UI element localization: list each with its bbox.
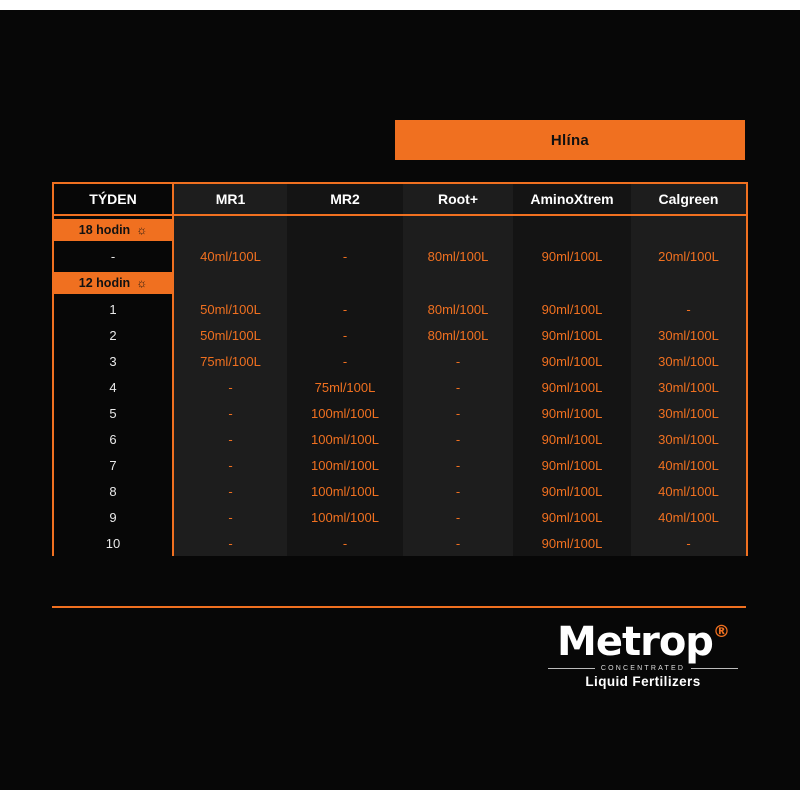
section-tag-cell [53, 269, 173, 296]
table-row [53, 400, 747, 426]
cell-aminoxtrem: 90ml/100L [513, 348, 631, 374]
cell-calgreen: 20ml/100L [631, 243, 747, 269]
cell-mr2: 75ml/100L [287, 374, 403, 400]
section-spacer [631, 269, 747, 296]
cell-aminoxtrem: 90ml/100L [513, 243, 631, 269]
table-row [53, 530, 747, 556]
cell-calgreen: - [631, 296, 747, 322]
cell-mr2: - [287, 322, 403, 348]
cell-mr2: 100ml/100L [287, 452, 403, 478]
section-tag-cell [53, 215, 173, 243]
column-header-aminoxtrem: AminoXtrem [513, 183, 631, 215]
table-row [53, 348, 747, 374]
registered-mark: ® [712, 622, 729, 642]
cell-week: 2 [53, 322, 173, 348]
cell-aminoxtrem: 90ml/100L [513, 452, 631, 478]
cell-mr2: - [287, 243, 403, 269]
logo-word-text: Metrop [557, 619, 713, 665]
cell-rootplus: - [403, 400, 513, 426]
cell-mr1: 40ml/100L [173, 243, 287, 269]
table-row [53, 322, 747, 348]
cell-week: 7 [53, 452, 173, 478]
sun-icon: ☼ [136, 275, 148, 290]
column-header-tyden: TÝDEN [53, 183, 173, 215]
column-header-rootplus: Root+ [403, 183, 513, 215]
cell-calgreen: 40ml/100L [631, 452, 747, 478]
table-row [53, 504, 747, 530]
section-spacer [513, 215, 631, 243]
cell-calgreen: 30ml/100L [631, 348, 747, 374]
cell-week: 5 [53, 400, 173, 426]
section-spacer [173, 215, 287, 243]
cell-mr2: - [287, 296, 403, 322]
table-row [53, 296, 747, 322]
brand-logo [548, 619, 738, 689]
cell-aminoxtrem: 90ml/100L [513, 400, 631, 426]
cell-rootplus: - [403, 530, 513, 556]
schedule-table [52, 182, 748, 556]
section-label: 12 hodin [78, 275, 131, 290]
cell-week: 10 [53, 530, 173, 556]
table-row [53, 374, 747, 400]
logo-subtitle-concentrated [548, 665, 738, 672]
cell-mr2: 100ml/100L [287, 426, 403, 452]
cell-calgreen: - [631, 530, 747, 556]
cell-mr2: 100ml/100L [287, 478, 403, 504]
cell-mr2: - [287, 348, 403, 374]
logo-sub1-text: CONCENTRATED [600, 665, 686, 672]
cell-mr1: 50ml/100L [173, 296, 287, 322]
cell-mr1: - [173, 426, 287, 452]
column-header-mr2: MR2 [287, 183, 403, 215]
cell-calgreen: 40ml/100L [631, 478, 747, 504]
cell-aminoxtrem: 90ml/100L [513, 530, 631, 556]
table-head [53, 183, 747, 215]
cell-rootplus: 80ml/100L [403, 296, 513, 322]
cell-week: 9 [53, 504, 173, 530]
cell-rootplus: - [403, 374, 513, 400]
logo-subtitle-fertilizers: Liquid Fertilizers [585, 674, 701, 689]
header-row [53, 183, 747, 215]
section-tag-18h [54, 219, 172, 241]
section-header-row [53, 215, 747, 243]
cell-aminoxtrem: 90ml/100L [513, 322, 631, 348]
section-spacer [631, 215, 747, 243]
section-spacer [403, 215, 513, 243]
section-spacer [513, 269, 631, 296]
cell-mr1: 75ml/100L [173, 348, 287, 374]
header-banner [395, 120, 745, 160]
section-spacer [173, 269, 287, 296]
cell-mr1: - [173, 530, 287, 556]
cell-mr1: 50ml/100L [173, 322, 287, 348]
cell-mr1: - [173, 452, 287, 478]
cell-mr2: 100ml/100L [287, 504, 403, 530]
cell-calgreen: 30ml/100L [631, 426, 747, 452]
cell-aminoxtrem: 90ml/100L [513, 504, 631, 530]
cell-week: 8 [53, 478, 173, 504]
cell-rootplus: 80ml/100L [403, 243, 513, 269]
section-spacer [403, 269, 513, 296]
logo-wordmark [557, 619, 729, 665]
cell-mr1: - [173, 478, 287, 504]
banner-title: Hlína [550, 131, 590, 149]
cell-week: 1 [53, 296, 173, 322]
section-spacer [287, 269, 403, 296]
cell-week: 3 [53, 348, 173, 374]
cell-aminoxtrem: 90ml/100L [513, 374, 631, 400]
table-row [53, 243, 747, 269]
cell-rootplus: 80ml/100L [403, 322, 513, 348]
cell-mr2: 100ml/100L [287, 400, 403, 426]
cell-calgreen: 30ml/100L [631, 374, 747, 400]
cell-week: 6 [53, 426, 173, 452]
column-header-mr1: MR1 [173, 183, 287, 215]
cell-aminoxtrem: 90ml/100L [513, 478, 631, 504]
table-bottom-rule [52, 606, 746, 608]
cell-rootplus: - [403, 426, 513, 452]
cell-calgreen: 40ml/100L [631, 504, 747, 530]
cell-mr1: - [173, 374, 287, 400]
poster-canvas [0, 10, 800, 790]
cell-aminoxtrem: 90ml/100L [513, 426, 631, 452]
schedule-table-wrapper [52, 182, 746, 556]
cell-calgreen: 30ml/100L [631, 322, 747, 348]
section-spacer [287, 215, 403, 243]
table-body [53, 215, 747, 556]
cell-mr1: - [173, 504, 287, 530]
table-row [53, 426, 747, 452]
section-label: 18 hodin [78, 222, 131, 237]
cell-rootplus: - [403, 348, 513, 374]
cell-mr2: - [287, 530, 403, 556]
cell-rootplus: - [403, 452, 513, 478]
table-row [53, 478, 747, 504]
cell-mr1: - [173, 400, 287, 426]
section-tag-12h [54, 272, 172, 294]
section-header-row [53, 269, 747, 296]
cell-week: - [53, 243, 173, 269]
cell-rootplus: - [403, 504, 513, 530]
cell-rootplus: - [403, 478, 513, 504]
column-header-calgreen: Calgreen [631, 183, 747, 215]
table-row [53, 452, 747, 478]
cell-week: 4 [53, 374, 173, 400]
sun-icon: ☼ [136, 222, 148, 237]
cell-aminoxtrem: 90ml/100L [513, 296, 631, 322]
cell-calgreen: 30ml/100L [631, 400, 747, 426]
